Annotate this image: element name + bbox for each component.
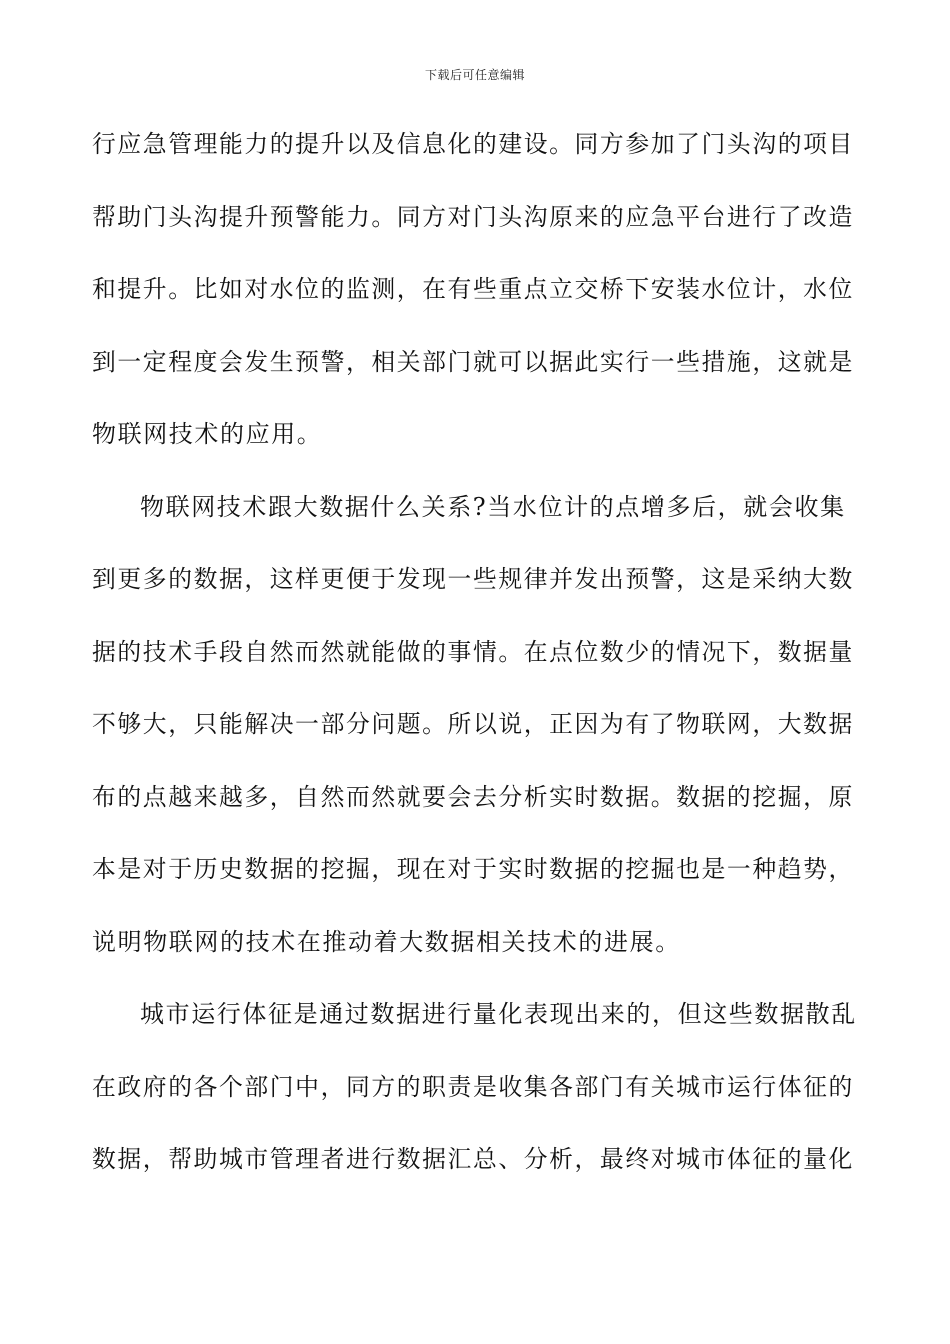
text-line: 行应急管理能力的提升以及信息化的建设。同方参加了门头沟的项目 xyxy=(92,130,854,158)
text-line: 城市运行体征是通过数据进行量化表现出来的，但这些数据散乱 xyxy=(140,1000,857,1028)
text-line: 到一定程度会发生预警，相关部门就可以据此实行一些措施，这就是 xyxy=(92,347,854,376)
text-line: 据的技术手段自然而然就能做的事情。在点位数少的情况下，数据量 xyxy=(92,637,854,666)
text-line: 和提升。比如对水位的监测，在有些重点立交桥下安装水位计，水位 xyxy=(92,275,854,303)
text-line: 数据，帮助城市管理者进行数据汇总、分析，最终对城市体征的量化 xyxy=(92,1145,854,1173)
text-line: 物联网技术的应用。 xyxy=(92,420,323,448)
text-line: 不够大，只能解决一部分问题。所以说，正因为有了物联网，大数据 xyxy=(92,710,854,738)
paragraph-1 xyxy=(92,108,858,471)
text-line: 本是对于历史数据的挖掘，现在对于实时数据的挖掘也是一种趋势， xyxy=(92,855,854,883)
text-line: 到更多的数据，这样更便于发现一些规律并发出预警，这是采纳大数 xyxy=(92,565,854,593)
paragraph-2 xyxy=(92,471,858,979)
page-header-note: 下载后可任意编辑 xyxy=(424,68,525,82)
text-line: 物联网技术跟大数据什么关系?当水位计的点增多后，就会收集 xyxy=(140,492,846,521)
document-body xyxy=(92,108,858,1196)
paragraph-3 xyxy=(92,978,858,1196)
text-line: 说明物联网的技术在推动着大数据相关技术的进展。 xyxy=(92,927,681,956)
text-line: 在政府的各个部门中，同方的职责是收集各部门有关城市运行体征的 xyxy=(92,1072,854,1101)
text-line: 布的点越来越多，自然而然就要会去分析实时数据。数据的挖掘，原 xyxy=(92,782,854,811)
text-line: 帮助门头沟提升预警能力。同方对门头沟原来的应急平台进行了改造 xyxy=(92,202,854,231)
